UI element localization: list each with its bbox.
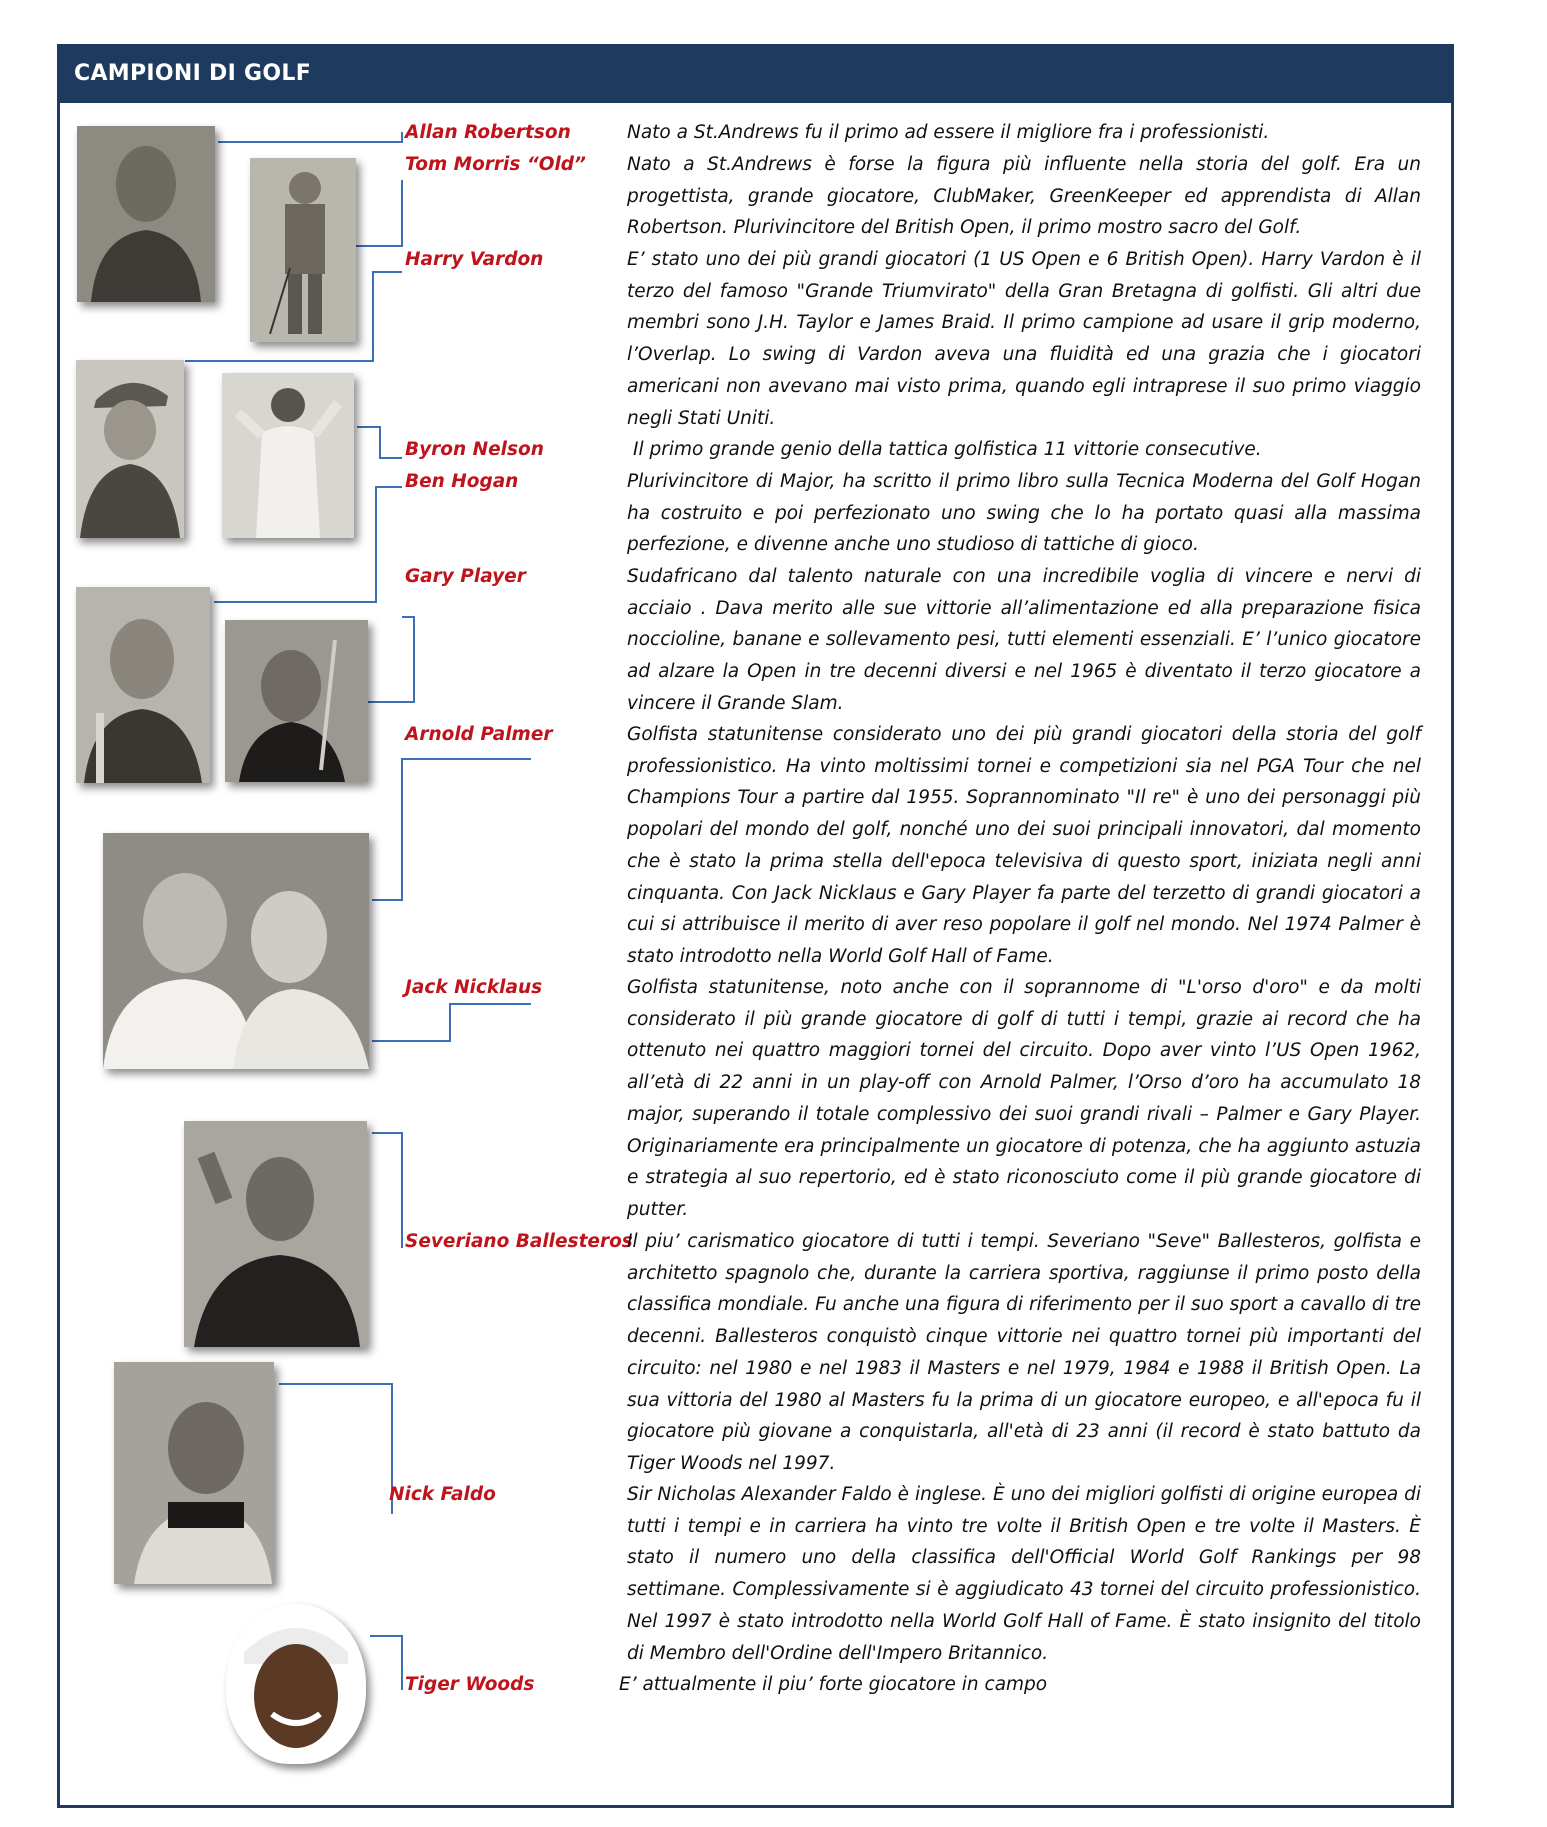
champion-description: Nato a St.Andrews fu il primo ad essere il migliore fra i professionisti.: [627, 122, 1270, 143]
champion-description: Sir Nicholas Alexander Faldo è inglese. È uno dei migliori golfisti di origine europea di tutti i tempi e in carriera ha vinto tre volte il British Open e tre volte il Masters. È stato il numero uno della classifica dell'Official World Golf Rankings per 98 settimane. Complessivamente si è aggiudicato 43 tornei del circuito professionistico. Nel 1997 è stato introdotto nella World Golf Hall of Fame. È stato insignito del titolo di Membro dell'Ordine dell'Impero Britannico.: [627, 1484, 1421, 1664]
photo-tom-morris: [250, 158, 356, 342]
page-title: CAMPIONI DI GOLF: [74, 61, 312, 86]
photo-ben-hogan: [76, 587, 210, 783]
champion-name: Severiano Ballesteros: [405, 1231, 633, 1252]
portrait-icon: [76, 360, 184, 538]
champion-name: Tom Morris “Old”: [405, 154, 586, 175]
champion-name: Byron Nelson: [405, 439, 544, 460]
photo-allan-robertson: [77, 126, 215, 302]
champion-description: Nato a St.Andrews è forse la figura più influente nella storia del golf. Era un progettista, grande giocatore, ClubMaker, GreenKeeper ed apprendista di Allan Robertson. Plurivincitore del British Open, il primo mostro sacro del Golf.: [627, 154, 1421, 239]
portrait-icon: [114, 1362, 274, 1584]
photo-nick-faldo: [114, 1362, 274, 1584]
portrait-icon: [226, 1604, 366, 1764]
champion-name: Harry Vardon: [405, 249, 544, 270]
champion-description: Plurivincitore di Major, ha scritto il primo libro sulla Tecnica Moderna del Golf Hogan ha costruito e poi perfezionato uno swing che lo ha portato quasi alla massima perfezione, e divenne anche uno studioso di tattiche di gioco.: [627, 471, 1421, 556]
portrait-icon: [184, 1121, 367, 1347]
champion-description: Golfista statunitense considerato uno dei più grandi giocatori della storia del golf professionistico. Ha vinto moltissimi tornei e competizioni sia nel PGA Tour che nel Champions Tour a partire dal 1955. Soprannominato "Il re" è uno dei personaggi più popolari del mondo del golf, nonché uno dei suoi principali innovatori, dal momento che è stato la prima stella dell'epoca televisiva di questo sport, iniziata negli anni cinquanta. Con Jack Nicklaus e Gary Player fa parte del terzetto di grandi giocatori a cui si attribuisce il merito di aver reso popolare il golf nel mondo. Nel 1974 Palmer è stato introdotto nella World Golf Hall of Fame.: [627, 724, 1421, 967]
photo-gary-player: [225, 620, 368, 782]
photo-harry-vardon: [76, 360, 184, 538]
portrait-icon: [103, 833, 369, 1069]
portrait-icon: [225, 620, 368, 782]
champion-name: Jack Nicklaus: [405, 977, 543, 998]
champion-name: Nick Faldo: [389, 1484, 496, 1505]
champion-name: Gary Player: [405, 566, 526, 587]
champion-description: Il piu’ carismatico giocatore di tutti i tempi. Severiano "Seve" Ballesteros, golfista e architetto spagnolo che, durante la carriera sportiva, raggiunse il primo posto della classifica mondiale. Fu anche una figura di riferimento per il suo sport a cavallo di tre decenni. Ballesteros conquistò cinque vittorie nei quattro tornei più importanti del circuito: nel 1980 e nel 1983 il Masters e nel 1979, 1984 e 1988 il British Open. La sua vittoria del 1980 al Masters fu la prima di un giocatore europeo, e all'epoca fu il giocatore più giovane a conquistarla, all'età di 23 anni (il record è stato battuto da Tiger Woods nel 1997.: [627, 1231, 1421, 1474]
photo-byron-nelson: [222, 373, 354, 538]
champion-description: E’ stato uno dei più grandi giocatori (1 US Open e 6 British Open). Harry Vardon è il terzo del famoso "Grande Triumvirato" della Gran Bretagna di golfisti. Gli altri due membri sono J.H. Taylor e James Braid. Il primo campione ad usare il grip moderno, l’Overlap. Lo swing di Vardon aveva una fluidità ed una grazia che i giocatori americani non avevano mai visto prima, quando egli intraprese il suo primo viaggio negli Stati Uniti.: [627, 249, 1421, 429]
golfer-figure-icon: [250, 158, 356, 342]
panel-header: [60, 47, 1451, 103]
champion-description: Il primo grande genio della tattica golfistica 11 vittorie consecutive.: [633, 439, 1262, 460]
champion-name: Allan Robertson: [405, 122, 571, 143]
golfer-figure-icon: [222, 373, 354, 538]
champion-name: Arnold Palmer: [405, 724, 553, 745]
champion-description: Sudafricano dal talento naturale con una incredibile voglia di vincere e nervi di acciaio . Dava merito alle sue vittorie all’alimentazione ed alla preparazione fisica noccioline, banane e sollevamento pesi, tutti elementi essenziali. E’ l’unico giocatore ad alzare la Open in tre decenni diversi e nel 1965 è diventato il terzo giocatore a vincere il Grande Slam.: [627, 566, 1421, 714]
champion-name: Tiger Woods: [405, 1674, 535, 1695]
champion-description: Golfista statunitense, noto anche con il soprannome di "L'orso d'oro" e da molti considerato il più grande giocatore di golf di tutti i tempi, grazie ai record che ha ottenuto nei quattro maggiori tornei del circuito. Dopo aver vinto l’US Open 1962, all’età di 22 anni in un play-off con Arnold Palmer, l’Orso d’oro ha accumulato 18 major, superando il totale complessivo dei suoi grandi rivali – Palmer e Gary Player. Originariamente era principalmente un giocatore di potenza, che ha aggiunto astuzia e strategia al suo repertorio, ed è stato riconosciuto come il più grande giocatore di putter.: [627, 977, 1421, 1220]
photo-arnold-palmer: [103, 833, 369, 1069]
photo-severiano-ballesteros: [184, 1121, 367, 1347]
champion-description: E’ attualmente il piu’ forte giocatore in campo: [619, 1674, 1048, 1695]
portrait-icon: [77, 126, 215, 302]
photo-tiger-woods: [226, 1604, 366, 1764]
portrait-icon: [76, 587, 210, 783]
champion-name: Ben Hogan: [405, 471, 519, 492]
